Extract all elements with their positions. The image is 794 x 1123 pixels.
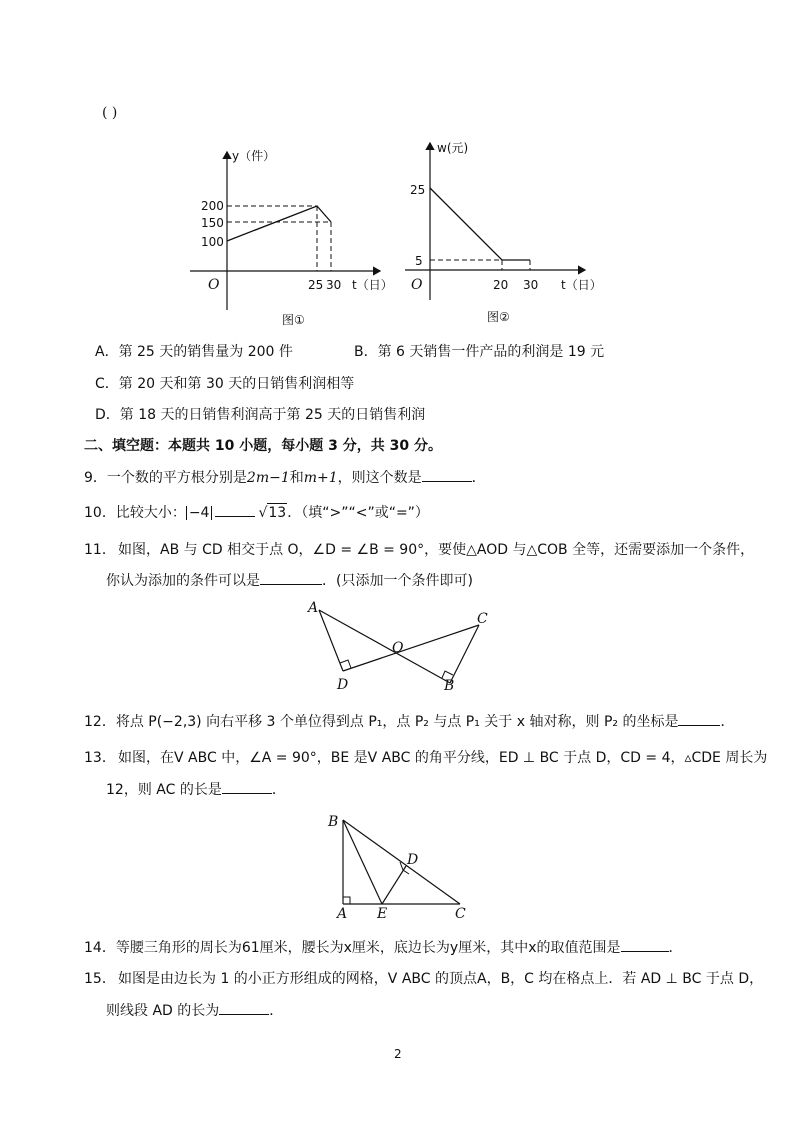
q12-end: ． <box>720 714 735 730</box>
q13-line-2b: ． <box>271 782 286 798</box>
q11-line-1: 如图，AB 与 CD 相交于点 O，∠D = ∠B = 90°，要使△AOD 与△COB 全等，还需要添加一个条件， <box>118 542 755 558</box>
q14-end: ． <box>668 940 683 956</box>
fig1-y-label: y（件） <box>232 149 276 163</box>
q8-option-b: B．第 6 天销售一件产品的利润是 19 元 <box>354 344 605 360</box>
q8-option-a: A．第 25 天的销售量为 200 件 <box>95 344 293 360</box>
q13-line-2 <box>106 780 286 799</box>
q13-label-a: A <box>337 906 348 922</box>
fig2-caption: 图② <box>487 310 510 324</box>
fig1-origin: O <box>208 277 220 293</box>
q11-line-2a: 你认为添加的条件可以是 <box>106 573 260 589</box>
q11-label-c: C <box>477 611 488 627</box>
q14-text: 等腰三角形的周长为61厘米，腰长为x厘米，底边长为y厘米，其中x的取值范围是 <box>115 940 621 956</box>
q13-label-c: C <box>455 906 466 922</box>
fig2-tick-30: 30 <box>523 278 539 292</box>
q13-figure <box>322 808 492 922</box>
q13-answer-blank[interactable] <box>222 780 272 794</box>
fig1-tick-30: 30 <box>326 278 342 292</box>
q10-abs-value: −4 <box>186 506 213 520</box>
q12-number: 12． <box>84 714 116 730</box>
q11-label-d: D <box>337 677 349 693</box>
question-9 <box>84 468 486 487</box>
fig1-tick-200: 200 <box>201 199 224 213</box>
q11-number: 11． <box>84 542 116 558</box>
q8-option-d: D．第 18 天的日销售利润高于第 25 天的日销售利润 <box>95 407 426 423</box>
q10-sqrt: √13 <box>258 505 287 521</box>
q10-text-a: 比较大小： <box>115 505 186 521</box>
q10-answer-blank[interactable] <box>215 503 255 517</box>
q13-label-d: D <box>407 852 419 868</box>
q13-label-e: E <box>377 906 388 922</box>
fig2-tick-5: 5 <box>415 254 423 268</box>
q11-answer-blank[interactable] <box>260 571 322 585</box>
question-10 <box>84 503 429 522</box>
q15-line-2b: ． <box>269 1003 284 1019</box>
fig1-x-label: t（日） <box>352 278 393 292</box>
fig2-origin: O <box>411 277 423 293</box>
q11-line-2b: ．(只添加一个条件即可) <box>322 573 473 589</box>
fig2-y-label: w(元) <box>437 141 469 155</box>
q15-line-2 <box>106 1001 283 1020</box>
q9-text-a: 一个数的平方根分别是 <box>106 470 247 486</box>
fig2-tick-25: 25 <box>410 183 426 197</box>
fig1-tick-100: 100 <box>201 235 224 249</box>
figure-1-sales-volume-graph <box>180 140 400 340</box>
q14-number: 14． <box>84 940 116 956</box>
q15-line-2a: 则线段 AD 的长为 <box>106 1003 220 1019</box>
q9-expr-1: 2m−1 <box>246 470 290 486</box>
page-number: 2 <box>394 1047 402 1061</box>
q11-label-o: O <box>392 640 404 656</box>
fig2-tick-20: 20 <box>493 278 509 292</box>
q8-option-c: C．第 20 天和第 30 天的日销售利润相等 <box>95 376 355 392</box>
q10-number: 10． <box>84 505 116 521</box>
q11-label-a: A <box>308 600 319 616</box>
fig1-caption: 图① <box>282 313 305 327</box>
fig2-x-label: t（日） <box>561 278 602 292</box>
q12-answer-blank[interactable] <box>678 712 720 726</box>
question-12 <box>84 712 734 731</box>
q9-answer-blank[interactable] <box>422 468 472 482</box>
q9-end: ． <box>471 470 486 486</box>
q15-number: 15． <box>84 971 116 987</box>
q15-line-1: 如图是由边长为 1 的小正方形组成的网格，V ABC 的顶点A，B，C 均在格点上．若 AD ⊥ BC 于点 D， <box>118 971 764 987</box>
fig1-tick-25: 25 <box>308 278 324 292</box>
figure-2-profit-graph <box>395 135 615 335</box>
q9-text-c: ，则这个数是 <box>337 470 422 486</box>
q10-text-b: ．（填“>”“<”或“=”） <box>287 505 429 521</box>
q15-answer-blank[interactable] <box>219 1001 269 1015</box>
question-14 <box>84 938 683 957</box>
q13-label-b: B <box>328 814 339 830</box>
q11-line-2 <box>106 571 473 590</box>
q13-line-1: 如图，在V ABC 中，∠A = 90°，BE 是V ABC 的角平分线，ED ⊥ BC 于点 D，CD = 4，▵CDE 周长为 <box>118 750 768 766</box>
q13-number: 13． <box>84 750 116 766</box>
q11-label-b: B <box>444 678 455 694</box>
q9-expr-2: m+1 <box>303 470 338 486</box>
fig1-tick-150: 150 <box>201 216 224 230</box>
q8-answer-paren: ( ) <box>102 105 118 121</box>
q10-sqrt-value: 13 <box>268 505 287 521</box>
q9-text-b: 和 <box>289 470 304 486</box>
section-2-heading: 二、填空题：本题共 10 小题，每小题 3 分，共 30 分。 <box>84 438 442 454</box>
q11-figure <box>300 598 500 698</box>
q9-number: 9． <box>84 470 107 486</box>
q14-answer-blank[interactable] <box>621 938 669 952</box>
q13-line-2a: 12，则 AC 的长是 <box>106 782 222 798</box>
q12-text: 将点 P(−2,3) 向右平移 3 个单位得到点 P₁，点 P₂ 与点 P₁ 关于 x 轴对称，则 P₂ 的坐标是 <box>115 714 679 730</box>
